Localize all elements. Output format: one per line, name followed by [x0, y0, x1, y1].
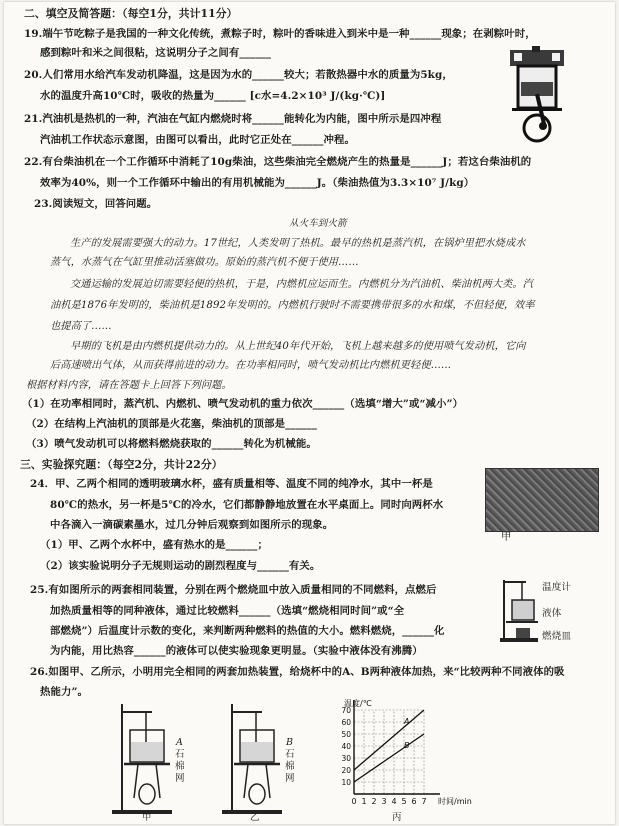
article-p1-line1: 生产的发展需要强大的动力。17世纪，人类发明了热机。最早的热机是蒸汽机，在锅炉里把水烧成水 — [70, 238, 526, 249]
q25-line1: 25.有如图所示的两套相同装置，分别在两个燃烧皿中放入质量相同的不同燃料，点燃后 — [30, 584, 437, 596]
q25-line2: 加热质量相等的同种液体，通过比较燃料______（选填“燃烧相同时间”或“全 — [50, 605, 405, 617]
temperature-time-graph — [332, 698, 482, 812]
series-label-B: B — [404, 741, 410, 750]
ink-photo-label: 甲 — [501, 531, 512, 543]
apparatus-jia-label-2: 棉 — [175, 761, 185, 772]
section3-header: 三、实验探究题：（每空2分，共计22分） — [20, 458, 223, 471]
x-tick-label: 7 — [421, 797, 427, 806]
q22-line2: 效率为40%，则一个工作循环中输出的有用机械能为______J。（柴油热值为3.3×10⁷ J/kg） — [40, 177, 475, 189]
apparatus-yi-liquid: B — [286, 737, 294, 748]
q25-line3: 部燃烧”）后温度计示数的变化，来判断两种燃料的热值的大小。燃料燃烧，______化 — [50, 625, 445, 637]
q24-line2: 80℃的热水，另一杯是5℃的冷水，它们都静静地放置在水平桌面上。同时向两杯水 — [50, 499, 444, 511]
q22-line1: 22.有台柴油机在一个工作循环中消耗了10g柴油，这些柴油完全燃烧产生的热量是______J；若这台柴油机的 — [24, 156, 532, 168]
x-tick-label: 1 — [361, 797, 367, 806]
x-tick-label: 2 — [371, 797, 377, 806]
article-p1-line2: 蒸气，水蒸气在气缸里推动活塞做功。原始的蒸汽机不便于使用…… — [50, 257, 359, 268]
apparatus-yi-label-3: 网 — [285, 773, 295, 784]
y-tick-label: 40 — [341, 742, 351, 751]
apparatus-yi-label-2: 棉 — [285, 761, 295, 772]
q24-line1: 24．甲、乙两个相同的透明玻璃水杯，盛有质量相等、温度不同的纯净水，其中一杯是 — [30, 478, 433, 490]
series-label-A: A — [404, 717, 410, 726]
apparatus-yi — [218, 702, 294, 822]
article-p2-line2: 油机是1876年发明的，柴油机是1892年发明的。内燃机行驶时不需要携带很多的水和煤，不但轻便，效率 — [50, 300, 535, 311]
exam-page — [4, 2, 615, 824]
q24-sub2: （2）该实验说明分子无规则运动的剧烈程度与______有关。 — [40, 560, 321, 572]
engine-figure — [506, 46, 568, 146]
article-p3-line2: 后高速喷出气体，从而获得前进的动力。在功率相同时，喷气发动机比内燃机更轻便…… — [50, 360, 452, 371]
label-liquid: 液体 — [542, 608, 562, 619]
article-title: 从火车到火箭 — [289, 218, 347, 229]
y-tick-label: 70 — [341, 706, 351, 715]
q20-line1: 20.人们常用水给汽车发动机降温，这是因为水的______较大；若散热器中水的质量为5kg， — [24, 69, 453, 81]
section2-header: 二、填空及简答题：（每空1分，共计11分） — [24, 7, 238, 20]
apparatus-yi-label-1: 石 — [285, 749, 295, 760]
y-axis-label: 温度/℃ — [344, 699, 372, 708]
label-thermometer: 温度计 — [542, 582, 572, 593]
q21-line1: 21.汽油机是热机的一种，汽油在气缸内燃烧时将______能转化为内能，图中所示是四冲程 — [24, 113, 442, 125]
x-tick-label: 5 — [401, 797, 407, 806]
q23-sub1: （1）在功率相同时，蒸汽机、内燃机、喷气发动机的重力依次______（选填“增大”或“减小”） — [22, 398, 464, 410]
q26-line1: 26.如图甲、乙所示，小明用完全相同的两套加热装置，给烧杯中的A、B两种液体加热，来“比较两种不同液体的吸 — [30, 666, 565, 678]
article-p2-line1: 交通运输的发展迫切需要轻便的热机，于是，内燃机应运而生。内燃机分为汽油机、柴油机两大类。汽 — [70, 279, 533, 290]
label-burner-dish: 燃烧皿 — [542, 631, 572, 642]
y-tick-label: 10 — [341, 778, 351, 787]
q20-line2: 水的温度升高10℃时，吸收的热量为______ [c水=4.2×10³ J/(kg·℃)] — [40, 90, 386, 102]
q23-sub2: （2）在结构上汽油机的顶部是火花塞，柴油机的顶部是______ — [26, 418, 317, 430]
q19-line2: 感到粽叶和米之间很粘，这说明分子之间有______ — [40, 47, 272, 59]
graph-caption: 丙 — [392, 812, 402, 823]
apparatus-jia-label-1: 石 — [175, 749, 185, 760]
y-tick-label: 50 — [341, 730, 351, 739]
q26-line2: 热能力”。 — [40, 686, 89, 698]
x-tick-label: 0 — [351, 797, 357, 806]
article-p2-line3: 也提高了…… — [50, 321, 112, 332]
q25-line4: 为内能，用比热容______的液体可以使实验现象更明显。（实验中液体没有沸腾） — [50, 645, 423, 657]
burner-apparatus — [498, 576, 540, 644]
q24-line3: 中各滴入一滴碳素墨水，过几分钟后观察到如图所示的现象。 — [50, 519, 334, 531]
article-instruction: 根据材料内容，请在答题卡上回答下列问题。 — [26, 380, 232, 391]
x-tick-label: 3 — [381, 797, 387, 806]
x-tick-label: 4 — [391, 797, 397, 806]
apparatus-jia-liquid: A — [176, 737, 183, 748]
x-axis-label: 时间/min — [438, 797, 472, 806]
apparatus-jia-label-3: 网 — [175, 773, 185, 784]
y-tick-label: 30 — [341, 754, 351, 763]
y-tick-label: 60 — [341, 718, 351, 727]
q24-sub1: （1）甲、乙两个水杯中，盛有热水的是______； — [40, 539, 268, 551]
q19-line1: 19.端午节吃粽子是我国的一种文化传统，煮粽子时，粽叶的香味进入到米中是一种______现象；在剥粽叶时， — [24, 28, 536, 40]
x-tick-label: 6 — [411, 797, 417, 806]
article-p3-line1: 早期的飞机是由内燃机提供动力的。从上世纪40年代开始，飞机上越来越多的使用喷气发动机，它向 — [70, 341, 526, 352]
apparatus-jia-caption: 甲 — [142, 812, 152, 823]
y-tick-label: 20 — [341, 766, 351, 775]
q23-prompt: 23.阅读短文，回答问题。 — [34, 198, 158, 210]
apparatus-jia — [108, 702, 184, 822]
q21-line2: 汽油机工作状态示意图，由图可以看出，此时它正处在______冲程。 — [40, 134, 356, 146]
ink-photo — [485, 468, 599, 532]
q23-sub3: （3）喷气发动机可以将燃料燃烧获取的______转化为机械能。 — [26, 438, 317, 450]
series-line-A — [354, 710, 424, 770]
apparatus-yi-caption: 乙 — [250, 812, 260, 823]
